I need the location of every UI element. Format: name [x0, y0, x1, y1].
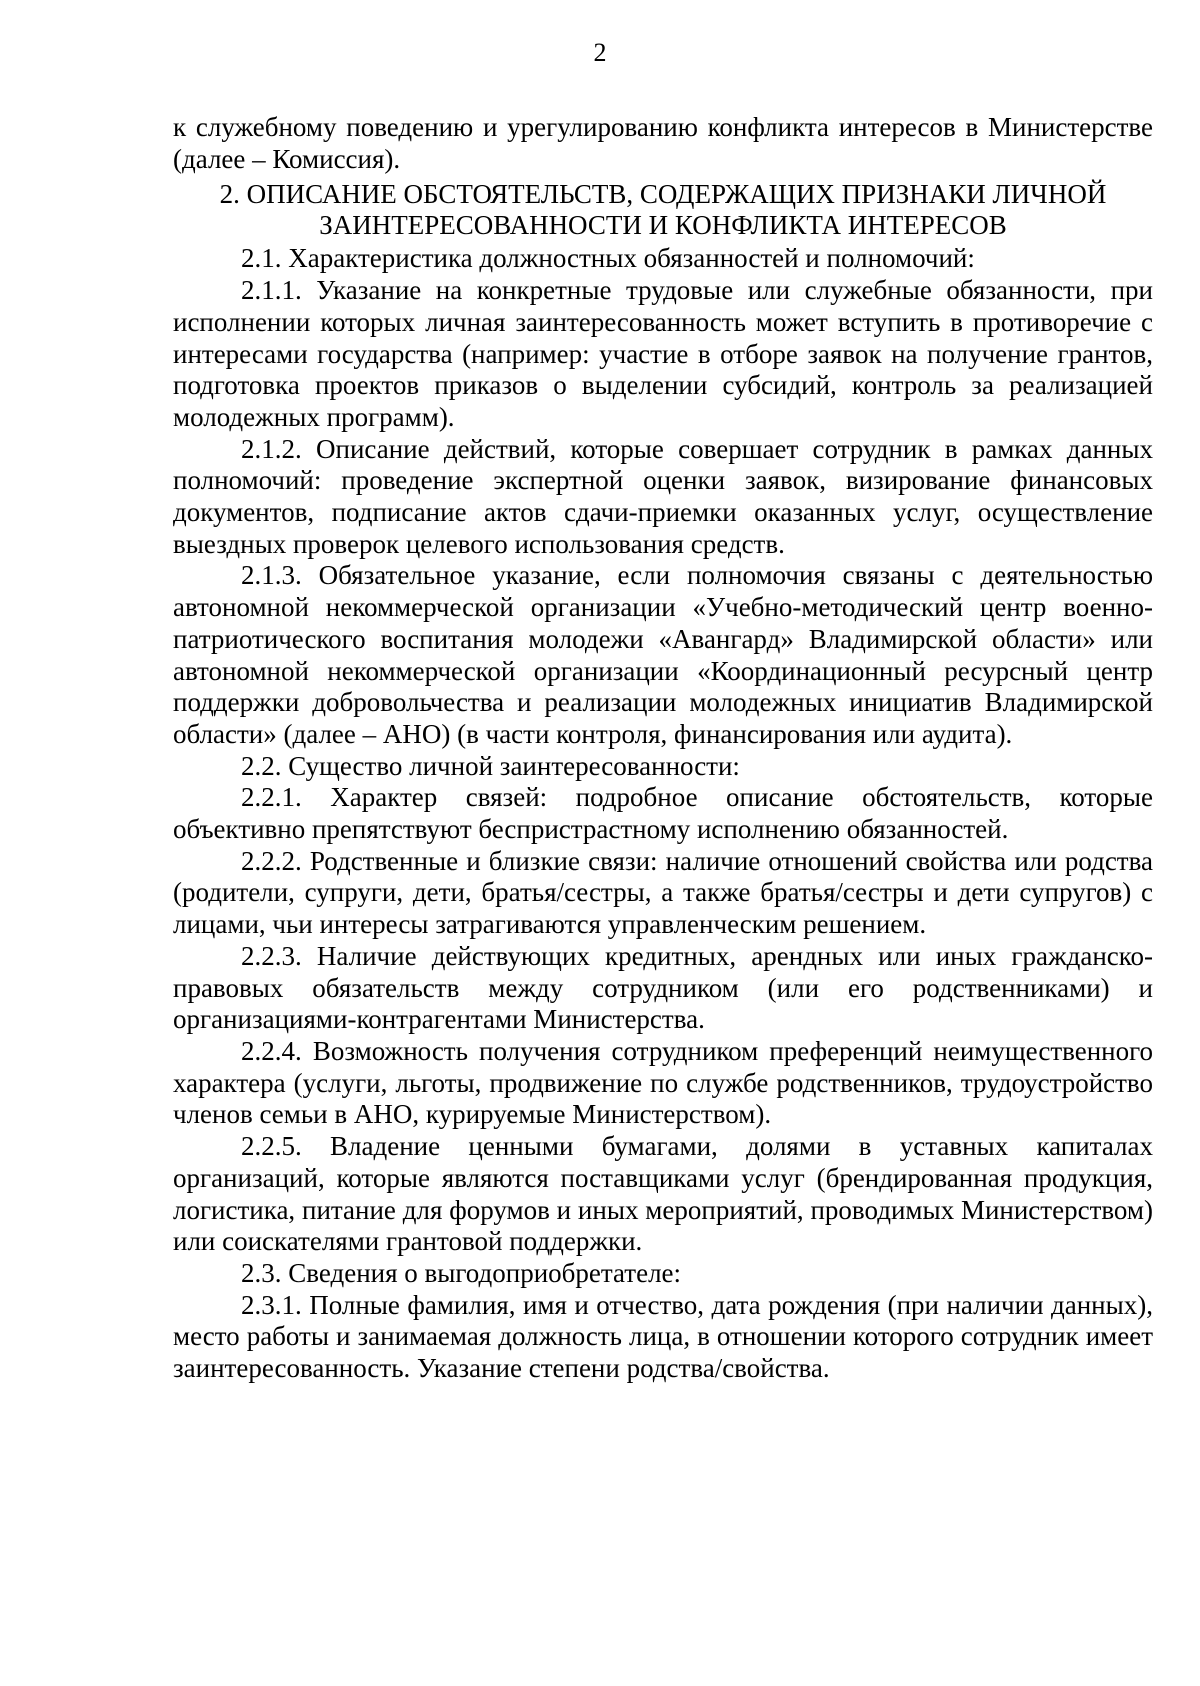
paragraph-2-2-4: 2.2.4. Возможность получения сотрудником преференций неимущественного характера (услуги, льготы, продвижение по службе родственников, трудоустройство членов семьи в АНО, курируемые Министерством). [173, 1035, 1153, 1130]
paragraph-2-2-2: 2.2.2. Родственные и близкие связи: наличие отношений свойства или родства (родители, супруги, дети, братья/сестры, а также братья/сестры и дети супругов) с лицами, чьи интересы затрагиваются управленческим решением. [173, 845, 1153, 940]
paragraph-2-2-5: 2.2.5. Владение ценными бумагами, долями в уставных капиталах организаций, которые являются поставщиками услуг (брендированная продукция, логистика, питание для форумов и иных мероприятий, проводимых Министерством) или соискателями грантовой поддержки. [173, 1131, 1153, 1257]
section-heading-line-2: ЗАИНТЕРЕСОВАННОСТИ И КОНФЛИКТА ИНТЕРЕСОВ [319, 210, 1007, 241]
section-heading-line-1: 2. ОПИСАНИЕ ОБСТОЯТЕЛЬСТВ, СОДЕРЖАЩИХ ПРИЗНАКИ ЛИЧНОЙ [219, 179, 1107, 210]
paragraph-2-1: 2.1. Характеристика должностных обязанностей и полномочий: [241, 243, 975, 274]
page-number: 2 [593, 38, 607, 67]
section-heading [173, 179, 1153, 241]
document-body [173, 112, 1153, 1385]
paragraph-2-1-2: 2.1.2. Описание действий, которые совершает сотрудник в рамках данных полномочий: проведение экспертной оценки заявок, визирование финансовых документов, подписание актов сдачи-приемки оказанных услуг, осуществление выездных проверок целевого использования средств. [173, 433, 1153, 559]
paragraph-2-2-3: 2.2.3. Наличие действующих кредитных, арендных или иных гражданско-правовых обязательств между сотрудником (или его родственниками) и организациями-контрагентами Министерства. [173, 940, 1153, 1035]
paragraph-2-3-1: 2.3.1. Полные фамилия, имя и отчество, дата рождения (при наличии данных), место работы и занимаемая должность лица, в отношении которого сотрудник имеет заинтересованность. Указание степени родства/свойства. [173, 1289, 1153, 1384]
paragraph-2-2: 2.2. Существо личной заинтересованности: [241, 750, 740, 781]
paragraph-2-3: 2.3. Сведения о выгодоприобретателе: [241, 1257, 682, 1288]
paragraph-2-1-3: 2.1.3. Обязательное указание, если полномочия связаны с деятельностью автономной некоммерческой организации «Учебно-методический центр военно-патриотического воспитания молодежи «Авангард» Владимирской области» или автономной некоммерческой организации «Координационный ресурсный центр поддержки добровольчества и реализации молодежных инициатив Владимирской области» (далее – АНО) (в части контроля, финансирования или аудита). [173, 560, 1153, 749]
intro-paragraph: к служебному поведению и урегулированию конфликта интересов в Министерстве (далее – Комиссия). [173, 112, 1153, 174]
paragraph-2-2-1: 2.2.1. Характер связей: подробное описание обстоятельств, которые объективно препятствуют беспристрастному исполнению обязанностей. [173, 782, 1153, 845]
paragraph-2-1-1: 2.1.1. Указание на конкретные трудовые или служебные обязанности, при исполнении которых личная заинтересованность может вступить в противоречие с интересами государства (например: участие в отборе заявок на получение грантов, подготовка проектов приказов о выделении субсидий, контроль за реализацией молодежных программ). [173, 275, 1153, 432]
